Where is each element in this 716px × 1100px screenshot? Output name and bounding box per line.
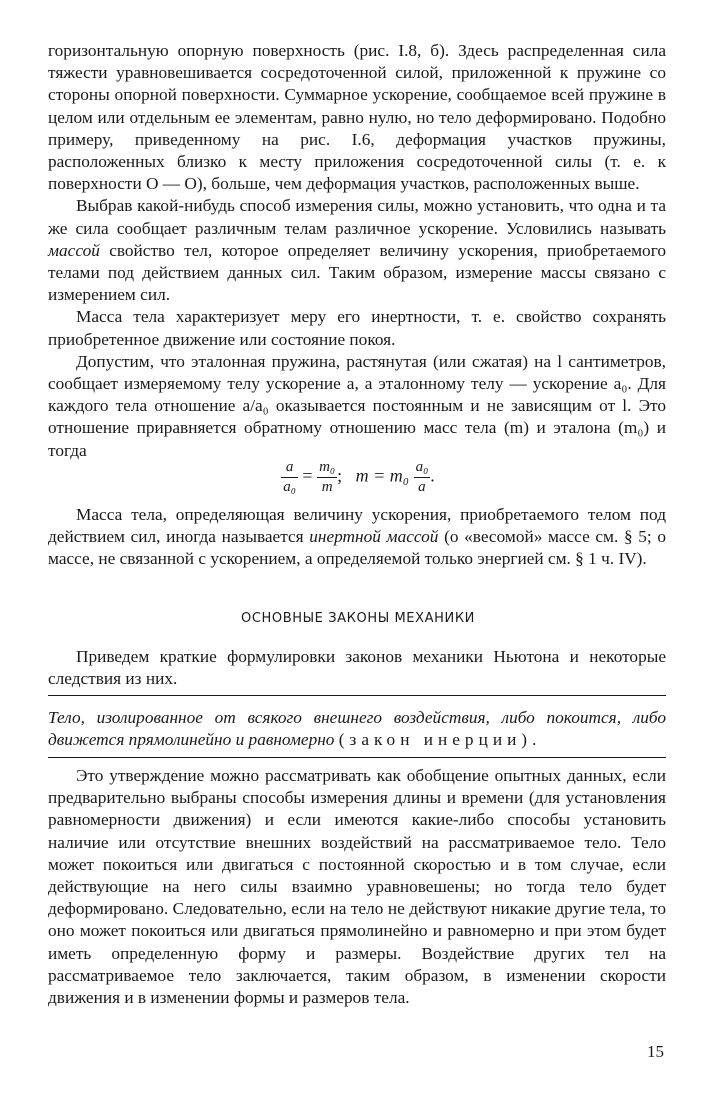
fraction-m0-over-m: $\frac{\text{m₀}}{m}$ — [319, 459, 336, 495]
law-text: Тело, изолированное от всякого внешнего воздействия, либо покоится, либо движется прямолинейно и равномерно — [48, 708, 666, 750]
term-mass: массой — [48, 240, 100, 260]
paragraph-4: Допустим, что эталонная пружина, растянутая (или сжатая) на l сантиметров, сообщает измеряемому телу ускорение a, а эталонному телу — ускорение a₀. Для каждого тела отношение a/a₀ оказывается постоянным и не зависящим от l. Это отношение приравняется обратному отношению масс тела (m) и эталона (m₀) и тогда — [48, 351, 666, 460]
mass-expression: m = m₀ — [355, 465, 410, 486]
text-block-intro — [48, 646, 666, 690]
paragraph-2-part-c: свойство тел, которое определяет величину ускорения, приобретаемого телами под действием данных сил. Таким образом, измерение массы связано с измерением сил. — [48, 240, 666, 305]
paragraph-1: горизонтальную опорную поверхность (рис. I.8, б). Здесь распределенная сила тяжести уравновешивается сосредоточенной силой, приложенной к пружине со стороны опорной поверхности. Суммарное ускорение, сообщаемое всей пружине в целом или отдельным ее элементам, равно нулю, но тело деформировано. Подобно примеру, приведенному на рис. I.6, деформация участков пружины, расположенных близко к месту приложения сосредоточенной силы (т. е. к поверхности O — O), больше, чем деформация участков, расположенных выше. — [48, 41, 666, 194]
paragraph-7: Это утверждение можно рассматривать как обобщение опытных данных, если предварительно выбраны способы измерения длины и времени (для установления равномерности движения) и если имеются какие-либо способы установить наличие или отсутствие внешних воздействий на рассматриваемое тело. Тело может покоиться или двигаться с постоянной скоростью и в том случае, если действующие на него силы взаимно уравновешены; но тогда тело будет деформировано. Следовательно, если на тело не действуют никакие другие тела, то оно может покоиться или двигаться прямолинейно и равномерно и при этом будет иметь определенную форму и размеры. Воздействие других тел на рассматриваемое тело заключается, таким образом, в изменении скорости движения и в изменении формы и размеров тела. — [48, 766, 666, 1008]
text-block-inertial-mass — [48, 504, 666, 571]
text-block-top — [48, 40, 666, 462]
fraction-a-over-a0: $\frac{a}{\text{a₀}}$ — [283, 459, 296, 495]
paragraph-6: Приведем краткие формулировки законов механики Ньютона и некоторые следствия из них. — [48, 647, 666, 689]
text-block-bottom — [48, 765, 666, 1009]
paragraph-2 — [48, 195, 666, 306]
law-name: (закон инерции). — [338, 730, 542, 750]
law-top-rule — [48, 695, 666, 696]
term-inertial-mass: инертной массой — [309, 527, 439, 547]
page-number: 15 — [647, 1042, 664, 1061]
fraction-a0-over-a: $\frac{\text{a₀}}{a}$ — [415, 459, 429, 495]
law-bottom-rule — [48, 757, 666, 758]
paragraph-5: Масса тела, определяющая величину ускорения, приобретаемого телом под действием сил, иногда называется инертной массой (о «весомой» массе см. § 5; о массе, не связанной с ускорением, а определяемой только энергией см. § 1 ч. IV). — [48, 505, 666, 569]
paragraph-2-part-a: Выбрав какой-нибудь способ измерения силы, можно установить, что одна и та же сила сообщает различным телам различное ускорение. Условились называть — [48, 196, 666, 238]
section-heading: ОСНОВНЫЕ ЗАКОНЫ МЕХАНИКИ — [241, 611, 475, 626]
law-statement — [48, 707, 666, 751]
paragraph-3: Масса тела характеризует меру его инертности, т. е. свойство сохранять приобретенное движение или состояние покоя. — [48, 307, 666, 349]
mass-ratio-formula: $\frac{a}{\text{a₀}}$ = $\frac{\text{m₀}}{m}$ ; m = m₀ $\frac{\text{a₀}}{a}$ . — [283, 459, 435, 495]
